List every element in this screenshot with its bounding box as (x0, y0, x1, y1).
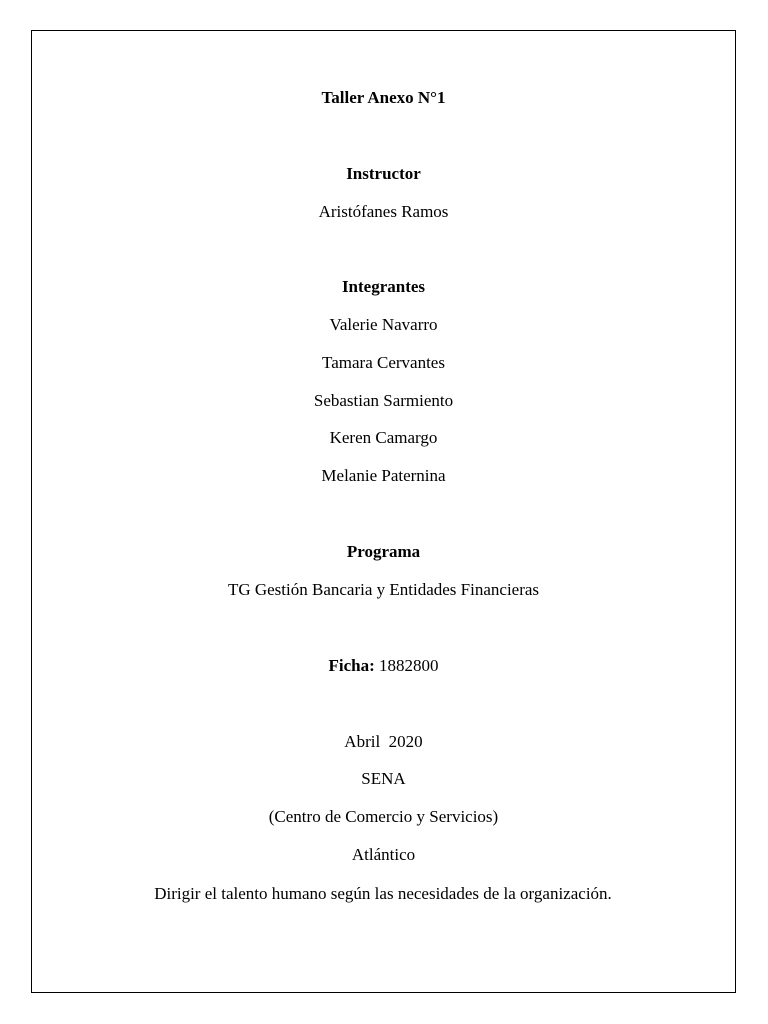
document-title: Taller Anexo N°1 (321, 88, 446, 107)
member-name: Sebastian Sarmiento (313, 391, 454, 410)
ficha-line (31, 656, 736, 676)
document-date: Abril 2020 (344, 732, 423, 751)
instructor-heading: Instructor (346, 164, 421, 183)
programa-heading: Programa (346, 542, 421, 561)
center-name: (Centro de Comercio y Servicios) (268, 807, 499, 826)
member-name: Melanie Paternina (321, 466, 446, 485)
instructor-name: Aristófanes Ramos (318, 202, 449, 221)
member-name: Valerie Navarro (329, 315, 438, 334)
ficha-value: 1882800 (379, 656, 439, 675)
member-name: Tamara Cervantes (322, 353, 445, 372)
member-name: Keren Camargo (329, 428, 438, 447)
integrantes-heading: Integrantes (341, 277, 426, 296)
institution-name: SENA (361, 769, 406, 788)
region-name: Atlántico (351, 845, 416, 864)
programa-name: TG Gestión Bancaria y Entidades Financieras (227, 580, 540, 599)
competence-text: Dirigir el talento humano según las necesidades de la organización. (154, 884, 612, 903)
ficha-label: Ficha: (328, 656, 375, 675)
